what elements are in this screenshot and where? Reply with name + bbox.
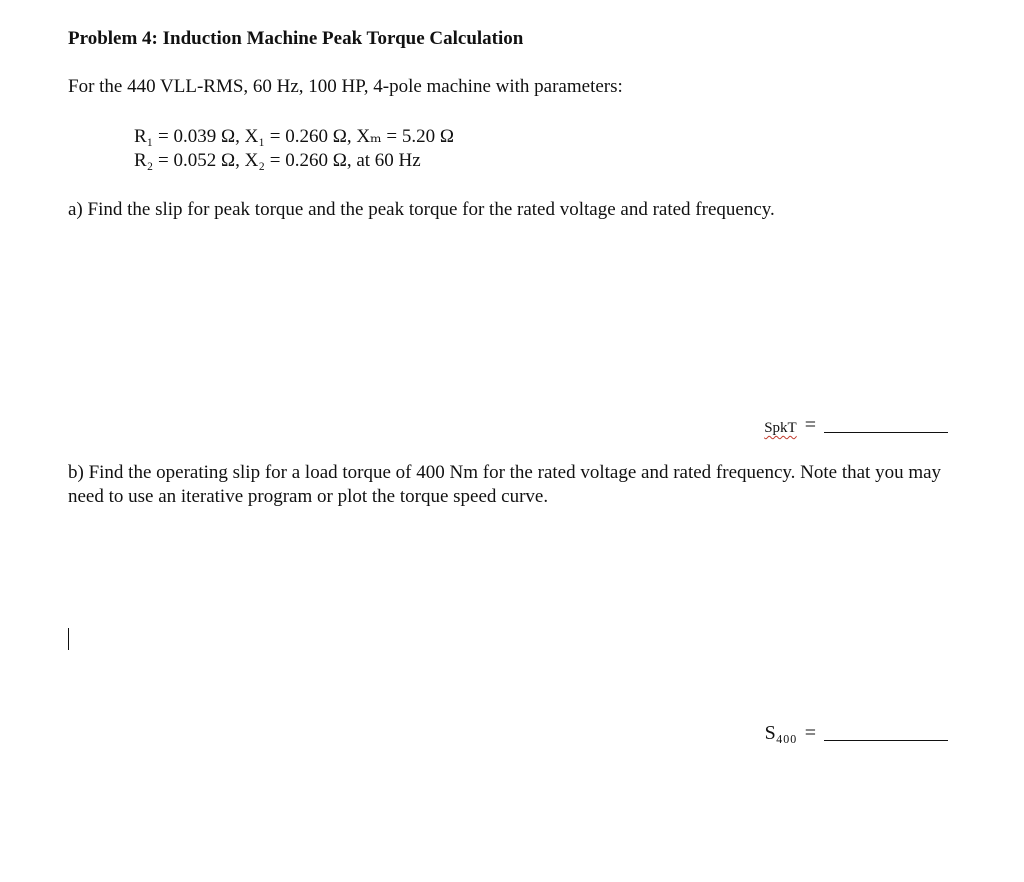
text-cursor	[68, 628, 69, 650]
answer-a-equals: =	[804, 414, 816, 436]
parameters-line-2: R₂ = 0.052 Ω, X₂ = 0.260 Ω, at 60 Hz	[134, 150, 421, 171]
question-a: a) Find the slip for peak torque and the peak torque for the rated voltage and rated frequency.	[68, 199, 775, 220]
answer-a-row	[764, 414, 948, 437]
parameters-line-1: R₁ = 0.039 Ω, X₁ = 0.260 Ω, Xₘ = 5.20 Ω	[134, 126, 455, 147]
answer-b-label: S₄₀₀	[764, 722, 797, 744]
question-b: b) Find the operating slip for a load torque of 400 Nm for the rated voltage and rated frequency. Note that you may need to use an iterative program or plot the torque speed curve.	[68, 462, 942, 507]
problem-intro: For the 440 VLL-RMS, 60 Hz, 100 HP, 4-pole machine with parameters:	[68, 76, 623, 97]
answer-b-row	[765, 722, 948, 745]
answer-a-label: SpkT	[764, 420, 797, 436]
answer-a-blank[interactable]	[824, 432, 948, 433]
answer-b-equals: =	[804, 722, 816, 744]
answer-b-blank[interactable]	[824, 740, 948, 741]
problem-title: Problem 4: Induction Machine Peak Torque Calculation	[68, 28, 524, 49]
